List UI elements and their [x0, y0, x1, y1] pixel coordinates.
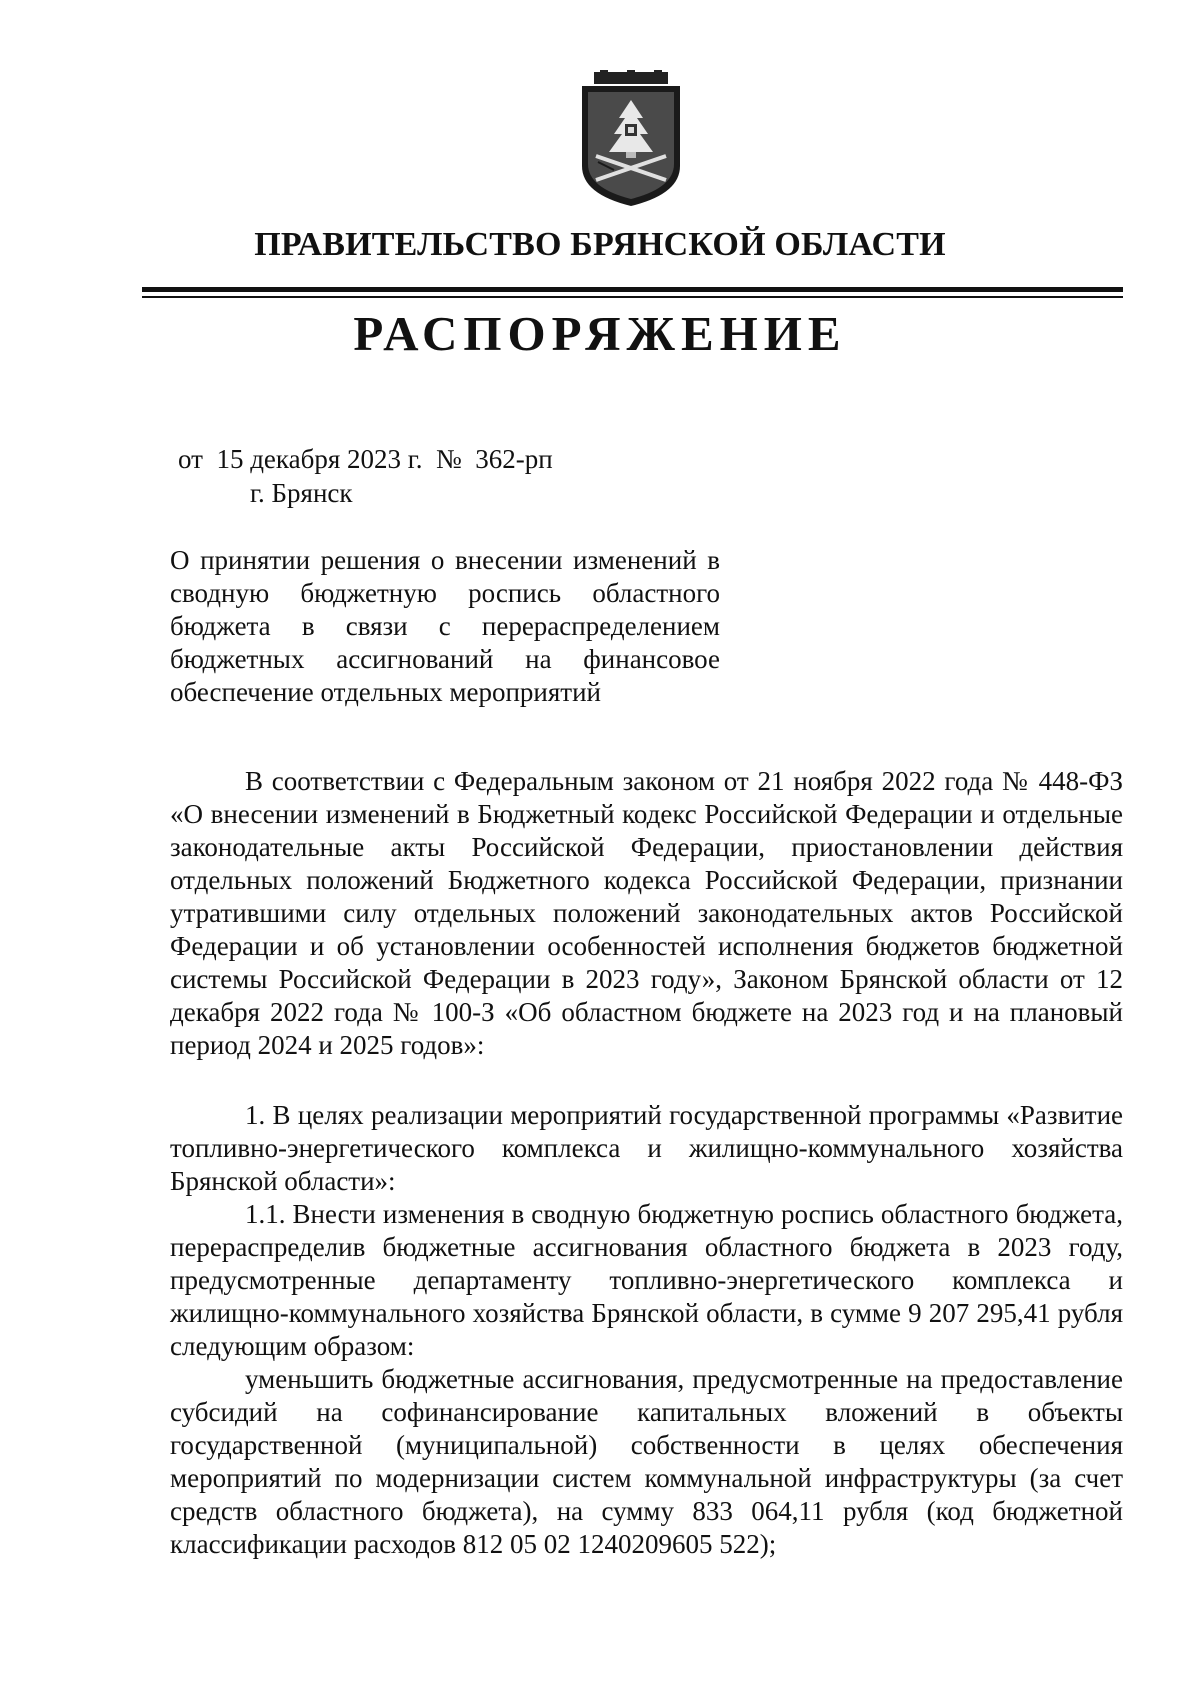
header-divider-thick [142, 287, 1123, 292]
preamble-paragraph: В соответствии с Федеральным законом от 21 ноября 2022 года № 448-ФЗ «О внесении изменений в Бюджетный кодекс Российской Федерации и отдельные законодательные акты Российской Федерации, приостановлении действия отдельных положений Бюджетного кодекса Российской Федерации, признании утратившими силу отдельных положений законодательных актов Российской Федерации и об установлении особенностей исполнения бюджетов бюджетной системы Российской Федерации в 2023 году», Законом Брянской области от 12 декабря 2022 года № 100-З «Об областном бюджете на 2023 год и на плановый период 2024 и 2025 годов»: [170, 766, 1123, 1060]
city-line: г. Брянск [250, 478, 353, 508]
clause-1-1: 1.1. Внести изменения в сводную бюджетную роспись областного бюджета, перераспределив бюджетные ассигнования областного бюджета в 2023 году, предусмотренные департаменту топливно-энергетического комплекса и жилищно-коммунального хозяйства Брянской области, в сумме 9 207 295,41 рубля следующим образом: [170, 1199, 1123, 1361]
clause-reduce-allocation: уменьшить бюджетные ассигнования, предусмотренные на предоставление субсидий на софинансирование капитальных вложений в объекты государственной (муниципальной) собственности в целях обеспечения мероприятий по модернизации систем коммунальной инфраструктуры (за счет средств областного бюджета), на сумму 833 064,11 рубля (код бюджетной классификации расходов 812 05 02 1240209605 522); [170, 1364, 1123, 1559]
document-body [170, 765, 1123, 1561]
bryansk-coat-of-arms-icon [576, 70, 686, 208]
header-divider-thin [142, 296, 1123, 298]
organization-title: ПРАВИТЕЛЬСТВО БРЯНСКОЙ ОБЛАСТИ [254, 226, 946, 263]
clause-1: 1. В целях реализации мероприятий государственной программы «Развитие топливно-энергетического комплекса и жилищно-коммунального хозяйства Брянской области»: [170, 1100, 1123, 1196]
document-subject: О принятии решения о внесении изменений в сводную бюджетную роспись областного бюджета в связи с перераспределением бюджетных ассигнований на финансовое обеспечение отдельных мероприятий [170, 545, 720, 707]
date-number-line: от 15 декабря 2023 г. № 362-рп [178, 444, 553, 474]
document-type-title: РАСПОРЯЖЕНИЕ [353, 306, 847, 361]
